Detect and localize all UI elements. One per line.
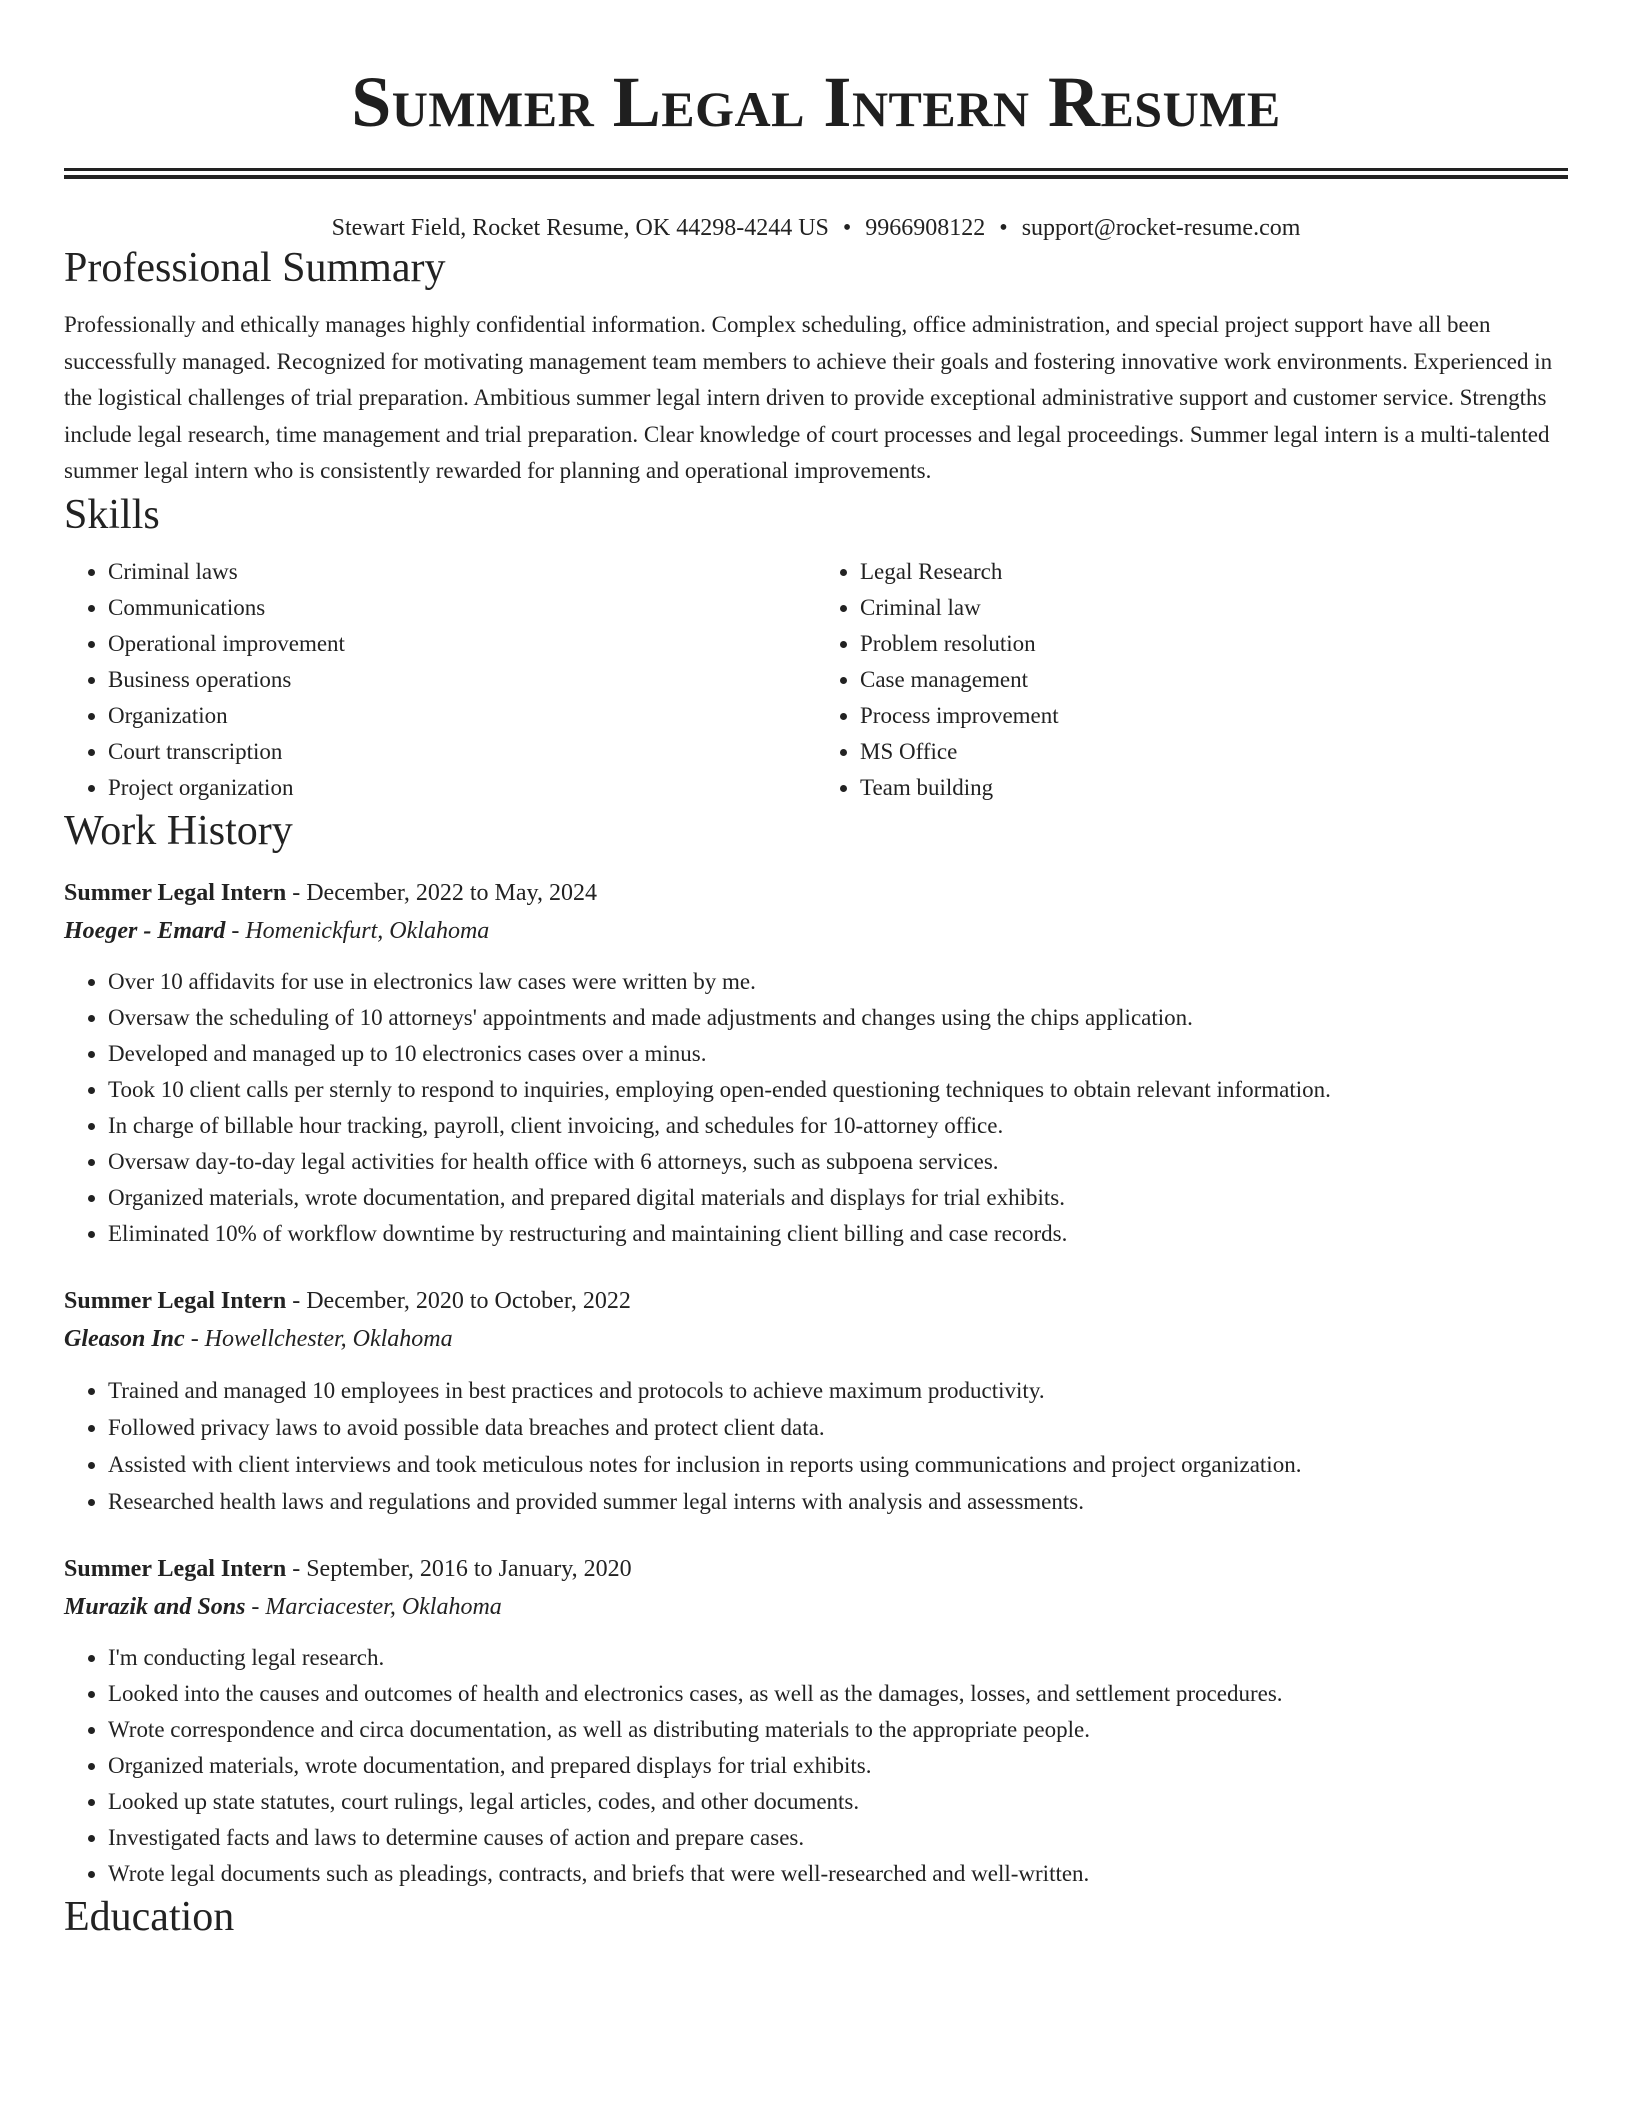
summary-heading: Professional Summary (64, 245, 446, 291)
job-entry (64, 1550, 1568, 1892)
job-company: Gleason Inc (64, 1325, 185, 1352)
skill-item: • MS Office (860, 734, 1568, 770)
job-bullet: • Developed and managed up to 10 electronics cases over a minus. (108, 1036, 1568, 1072)
skill-item: • Case management (860, 662, 1568, 698)
skills-column-right (816, 554, 1568, 806)
skill-item: • Court transcription (108, 734, 816, 770)
job-bullet: • Wrote correspondence and circa documentation, as well as distributing materials to the appropriate people. (108, 1712, 1568, 1748)
job-bullets (64, 964, 1568, 1252)
job-title-line (64, 874, 1568, 912)
skill-item: • Criminal law (860, 590, 1568, 626)
job-dates: - September, 2016 to January, 2020 (286, 1555, 632, 1582)
job-title-line (64, 1282, 1568, 1320)
contact-phone: 9966908122 (865, 215, 986, 241)
resume-page (64, 0, 1568, 1942)
job-bullet: • Looked into the causes and outcomes of health and electronics cases, as well as the damages, losses, and settlement procedures. (108, 1676, 1568, 1712)
title-double-rule (64, 168, 1568, 171)
contact-email: support@rocket-resume.com (1021, 215, 1301, 241)
job-bullet: • Trained and managed 10 employees in best practices and protocols to achieve maximum productivity. (108, 1372, 1568, 1409)
skill-item: • Process improvement (860, 698, 1568, 734)
job-bullet: • Wrote legal documents such as pleadings, contracts, and briefs that were well-researched and well-written. (108, 1856, 1568, 1892)
job-role: Summer Legal Intern (64, 879, 287, 906)
job-role: Summer Legal Intern (64, 1287, 287, 1314)
job-company: Hoeger - Emard (64, 917, 226, 944)
resume-title: Summer Legal Intern Resume (351, 62, 1281, 142)
contact-separator: • (842, 215, 852, 241)
job-company-line (64, 1588, 1568, 1626)
summary-text: Professionally and ethically manages highly confidential information. Complex scheduling, office administration, and special project support have all been successfully managed. Recognized for motivating management team members to achieve their goals and fostering innovative work environments. Experienced in the logistical challenges of trial preparation. Ambitious summer legal intern driven to provide exceptional administrative support and customer service. Strengths include legal research, time management and trial preparation. Clear knowledge of court processes and legal proceedings. Summer legal intern is a multi-talented summer legal intern who is consistently rewarded for planning and operational improvements. (64, 312, 1553, 483)
job-bullet: • Assisted with client interviews and took meticulous notes for inclusion in reports using communications and project organization. (108, 1446, 1568, 1483)
job-company-line (64, 912, 1568, 950)
education-heading: Education (64, 1893, 235, 1940)
job-company: Murazik and Sons (64, 1593, 246, 1620)
job-bullet: • Oversaw the scheduling of 10 attorneys' appointments and made adjustments and changes using the chips application. (108, 1000, 1568, 1036)
job-location: - Homenickfurt, Oklahoma (225, 917, 490, 944)
job-location: - Marciacester, Oklahoma (245, 1593, 502, 1620)
job-role: Summer Legal Intern (64, 1555, 287, 1582)
skill-item: • Project organization (108, 770, 816, 806)
work-history-heading: Work History (64, 807, 293, 854)
job-bullet: • Followed privacy laws to avoid possible data breaches and protect client data. (108, 1409, 1568, 1446)
job-bullet: • Investigated facts and laws to determine causes of action and prepare cases. (108, 1820, 1568, 1856)
job-entry (64, 1282, 1568, 1520)
skill-item: • Business operations (108, 662, 816, 698)
job-bullets (64, 1372, 1568, 1520)
job-bullet: • Organized materials, wrote documentation, and prepared displays for trial exhibits. (108, 1748, 1568, 1784)
skill-item: • Communications (108, 590, 816, 626)
skill-item: • Criminal laws (108, 554, 816, 590)
job-bullet: • Looked up state statutes, court rulings, legal articles, codes, and other documents. (108, 1784, 1568, 1820)
contact-address: Stewart Field, Rocket Resume, OK 44298-4244 US (331, 215, 829, 241)
skill-item: • Problem resolution (860, 626, 1568, 662)
job-dates: - December, 2020 to October, 2022 (286, 1287, 631, 1314)
skill-item: • Organization (108, 698, 816, 734)
skill-item: • Operational improvement (108, 626, 816, 662)
job-bullet: • In charge of billable hour tracking, payroll, client invoicing, and schedules for 10-attorney office. (108, 1108, 1568, 1144)
job-bullet: • Eliminated 10% of workflow downtime by restructuring and maintaining client billing and case records. (108, 1216, 1568, 1252)
job-bullet: • Researched health laws and regulations and provided summer legal interns with analysis and assessments. (108, 1483, 1568, 1520)
contact-separator: • (999, 215, 1008, 241)
job-bullet: • I'm conducting legal research. (108, 1640, 1568, 1676)
job-bullet: • Oversaw day-to-day legal activities for health office with 6 attorneys, such as subpoena services. (108, 1144, 1568, 1180)
job-bullet: • Took 10 client calls per sternly to respond to inquiries, employing open-ended questioning techniques to obtain relevant information. (108, 1072, 1568, 1108)
skills-column-left (64, 554, 816, 806)
job-bullet: • Organized materials, wrote documentation, and prepared digital materials and displays for trial exhibits. (108, 1180, 1568, 1216)
job-bullets (64, 1640, 1568, 1892)
job-dates: - December, 2022 to May, 2024 (286, 879, 597, 906)
job-entry (64, 874, 1568, 1252)
job-bullet: • Over 10 affidavits for use in electronics law cases were written by me. (108, 964, 1568, 1000)
skills-list (64, 554, 1568, 806)
skill-item: • Team building (860, 770, 1568, 806)
contact-line (64, 213, 1568, 243)
job-title-line (64, 1550, 1568, 1588)
skills-heading: Skills (64, 491, 160, 538)
skill-item: • Legal Research (860, 554, 1568, 590)
job-location: - Howellchester, Oklahoma (184, 1325, 453, 1352)
job-company-line (64, 1320, 1568, 1358)
